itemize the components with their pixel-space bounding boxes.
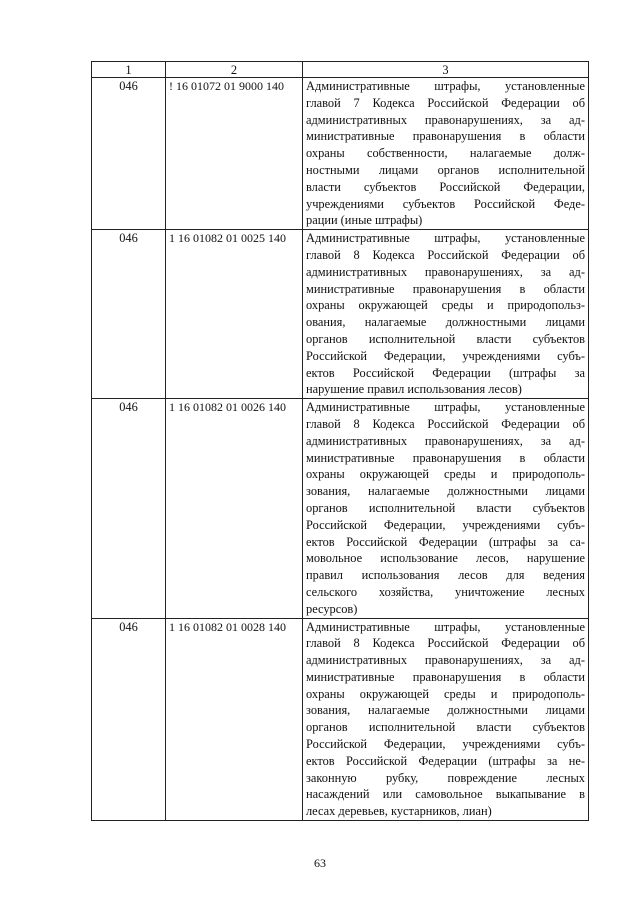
description-line: Административные штрафы, установленные: [306, 79, 585, 93]
admin-code-cell: 046: [92, 399, 166, 618]
description-line: министративные правонарушения в области: [306, 669, 585, 684]
kbk-code-cell: 1 16 01082 01 0028 140: [166, 618, 303, 821]
description-line: охраны окружающей среды и природополь-: [306, 467, 585, 482]
description-line: административных правонарушениях, за ад-: [306, 653, 585, 668]
description-line: зования, налагаемые должностными лицами: [306, 484, 585, 499]
description-line: учреждениями субъектов Российской Феде-: [306, 196, 585, 211]
description-line: министративные правонарушения в области: [306, 129, 585, 144]
description-cell: [303, 399, 589, 618]
description-line: ектов Российской Федерации (штрафы за са-: [306, 534, 585, 549]
table-row: [92, 618, 589, 821]
description-line: органов исполнительной власти субъектов: [306, 331, 585, 346]
description-line: правил использования лесов для ведения: [306, 568, 585, 583]
description-line: главой 8 Кодекса Российской Федерации об: [306, 636, 585, 651]
description-cell: [303, 78, 589, 230]
description-line: административных правонарушениях, за ад-: [306, 264, 585, 279]
description-line: ресурсов): [306, 601, 358, 616]
description-line: нарушение правил использования лесов): [306, 382, 522, 397]
revenue-codes-table: [91, 61, 589, 821]
description-line: сельского хозяйства, уничтожение лесных: [306, 584, 585, 599]
description-line: зования, налагаемые должностными лицами: [306, 703, 585, 718]
description-line: органов исполнительной власти субъектов: [306, 720, 585, 735]
description-line: административных правонарушениях, за ад-: [306, 433, 585, 448]
description-line: охраны окружающей среды и природополь-: [306, 686, 585, 701]
description-line: рации (иные штрафы): [306, 213, 423, 228]
description-cell: [303, 618, 589, 821]
column-header-1: 1: [92, 62, 166, 78]
description-line: ования, налагаемые должностными лицами: [306, 315, 585, 330]
description-line: ностными лицами органов исполнительной: [306, 162, 585, 177]
column-header-2: 2: [166, 62, 303, 78]
description-cell: [303, 230, 589, 399]
description-line: министративные правонарушения в области: [306, 450, 585, 465]
kbk-code-cell: ! 16 01072 01 9000 140: [166, 78, 303, 230]
description-line: органов исполнительной власти субъектов: [306, 500, 585, 515]
description-line: власти субъектов Российской Федерации,: [306, 179, 585, 194]
description-line: Российской Федерации, учреждениями субъ-: [306, 348, 585, 363]
description-line: министративные правонарушения в области: [306, 281, 585, 296]
admin-code-cell: 046: [92, 230, 166, 399]
description-line: лесах деревьев, кустарников, лиан): [306, 804, 492, 819]
description-line: ектов Российской Федерации (штрафы за не-: [306, 753, 585, 768]
kbk-code-cell: 1 16 01082 01 0026 140: [166, 399, 303, 618]
column-header-3: 3: [303, 62, 589, 78]
description-line: охраны собственности, налагаемые долж-: [306, 146, 585, 161]
table-header-row: [92, 62, 589, 78]
table-row: [92, 399, 589, 618]
description-line: ектов Российской Федерации (штрафы за: [306, 365, 585, 380]
description-line: главой 8 Кодекса Российской Федерации об: [306, 247, 585, 262]
description-line: главой 8 Кодекса Российской Федерации об: [306, 416, 585, 431]
description-line: Российской Федерации, учреждениями субъ-: [306, 737, 585, 752]
table-row: [92, 78, 589, 230]
description-line: административных правонарушениях, за ад-: [306, 112, 585, 127]
description-line: насаждений или самовольное выкапывание в: [306, 787, 585, 802]
kbk-code-cell: 1 16 01082 01 0025 140: [166, 230, 303, 399]
description-line: Российской Федерации, учреждениями субъ-: [306, 517, 585, 532]
admin-code-cell: 046: [92, 618, 166, 821]
page-number: 63: [314, 856, 326, 870]
description-line: главой 7 Кодекса Российской Федерации об: [306, 95, 585, 110]
description-line: законную рубку, повреждение лесных: [306, 770, 585, 785]
description-line: мовольное использование лесов, нарушение: [306, 551, 585, 566]
description-line: Административные штрафы, установленные: [306, 400, 585, 415]
description-line: охраны окружающей среды и природопольз-: [306, 298, 585, 313]
description-line: Административные штрафы, установленные: [306, 619, 585, 634]
description-line: Административные штрафы, установленные: [306, 231, 585, 246]
admin-code-cell: 046: [92, 78, 166, 230]
table-row: [92, 230, 589, 399]
